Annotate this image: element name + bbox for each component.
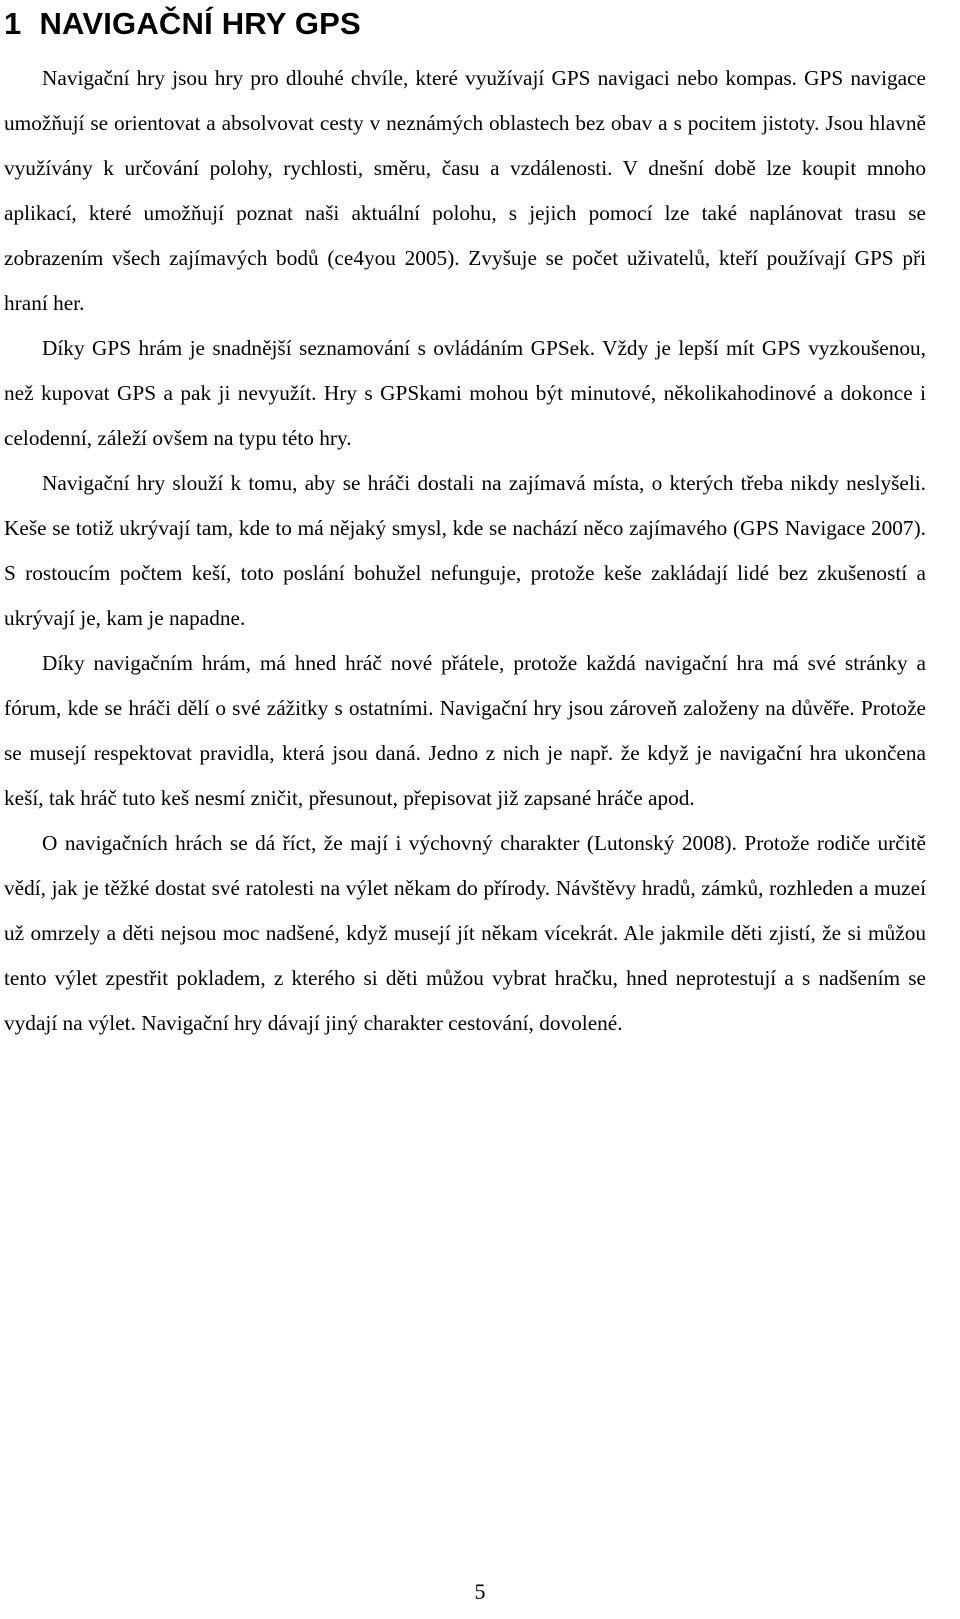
chapter-heading <box>4 4 361 44</box>
paragraph: Díky GPS hrám je snadnější seznamování s ovládáním GPSek. Vždy je lepší mít GPS vyzkoušenou, než kupovat GPS a pak ji nevyužít. Hry s GPSkami mohou být minutové, několikahodinové a dokonce i celodenní, záleží ovšem na typu této hry. <box>4 336 926 450</box>
body-text <box>4 56 926 1046</box>
paragraph: Díky navigačním hrám, má hned hráč nové přátele, protože každá navigační hra má své stránky a fórum, kde se hráči dělí o své zážitky s ostatními. Navigační hry jsou zároveň založeny na důvěře. Protože se musejí respektovat pravidla, která jsou daná. Jedno z nich je např. že když je navigační hra ukončena keší, tak hráč tuto keš nesmí zničit, přesunout, přepisovat již zapsané hráče apod. <box>4 651 926 810</box>
chapter-number: 1 <box>4 6 22 41</box>
paragraph: Navigační hry slouží k tomu, aby se hráči dostali na zajímavá místa, o kterých třeba nikdy neslyšeli. Keše se totiž ukrývají tam, kde to má nějaký smysl, kde se nachází něco zajímavého (GPS Navigace 2007). S rostoucím počtem keší, toto poslání bohužel nefunguje, protože keše zakládají lidé bez zkušeností a ukrývají je, kam je napadne. <box>4 471 926 630</box>
chapter-title: NAVIGAČNÍ HRY GPS <box>39 6 361 41</box>
page-number: 5 <box>474 1579 486 1604</box>
paragraph: Navigační hry jsou hry pro dlouhé chvíle, které využívají GPS navigaci nebo kompas. GPS navigace umožňují se orientovat a absolvovat cesty v neznámých oblastech bez obav a s pocitem jistoty. Jsou hlavně využívány k určování polohy, rychlosti, směru, času a vzdálenosti. V dnešní době lze koupit mnoho aplikací, které umožňují poznat naši aktuální polohu, s jejich pomocí lze také naplánovat trasu se zobrazením všech zajímavých bodů (ce4you 2005). Zvyšuje se počet uživatelů, kteří používají GPS při hraní her. <box>4 66 926 315</box>
paragraph: O navigačních hrách se dá říct, že mají i výchovný charakter (Lutonský 2008). Protože rodiče určitě vědí, jak je těžké dostat své ratolesti na výlet někam do přírody. Návštěvy hradů, zámků, rozhleden a muzeí už omrzely a děti nejsou moc nadšené, když musejí jít někam vícekrát. Ale jakmile děti zjistí, že si můžou tento výlet zpestřit pokladem, z kterého si děti můžou vybrat hračku, hned neprotestují a s nadšením se vydají na výlet. Navigační hry dávají jiný charakter cestování, dovolené. <box>4 831 926 1035</box>
